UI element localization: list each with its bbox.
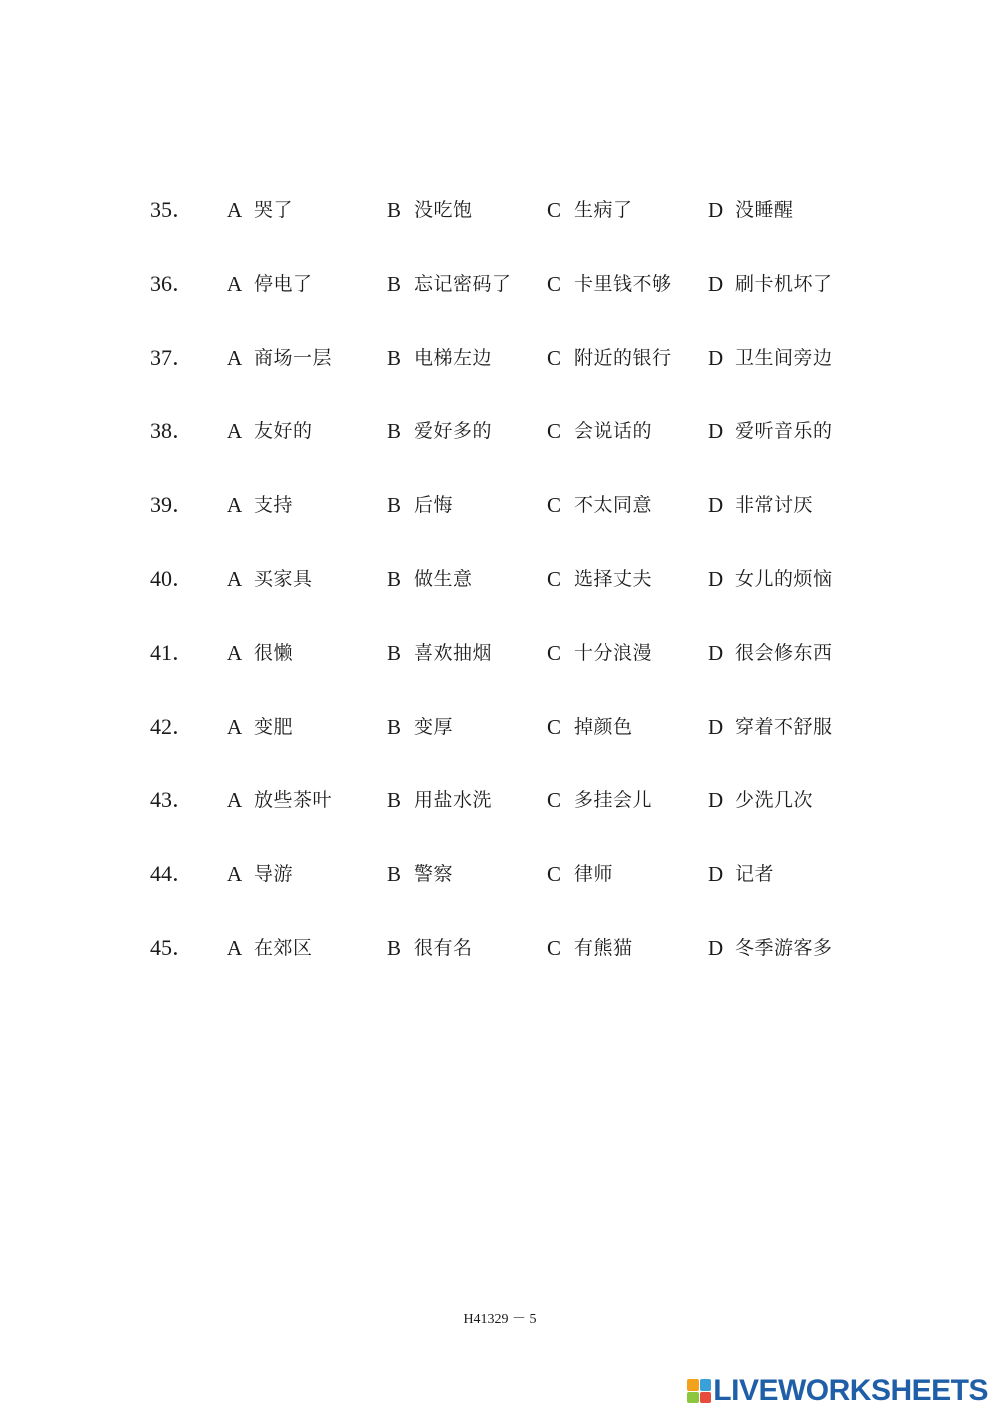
option-letter: A: [227, 641, 243, 665]
option-letter: B: [387, 198, 402, 222]
option-letter: C: [547, 715, 562, 739]
option-text: 忘记密码了: [414, 273, 512, 295]
option-text: 非常讨厌: [735, 494, 814, 516]
option-letter: C: [547, 493, 562, 517]
option-letter: C: [547, 862, 562, 886]
option-text: 选择丈夫: [574, 568, 653, 590]
option-letter: C: [547, 346, 562, 370]
question-number: 35．: [150, 197, 195, 222]
option-text: 律师: [574, 863, 614, 885]
question-row: [0, 928, 1000, 968]
option-letter: D: [708, 715, 724, 739]
option-letter: C: [547, 198, 562, 222]
question-number: 42．: [150, 714, 195, 739]
option-letter: B: [387, 272, 402, 296]
question-number: 39．: [150, 492, 195, 517]
option-letter: B: [387, 493, 402, 517]
option-text: 生病了: [574, 199, 633, 221]
option-text: 少洗几次: [735, 789, 814, 811]
liveworksheets-logo-icon: [687, 1379, 711, 1403]
option-letter: A: [227, 419, 243, 443]
option-letter: D: [708, 788, 724, 812]
option-letter: C: [547, 419, 562, 443]
option-text: 电梯左边: [414, 347, 493, 369]
question-row: [0, 707, 1000, 747]
logo-tile-3: [687, 1392, 699, 1404]
question-number: 45．: [150, 935, 195, 960]
option-letter: B: [387, 715, 402, 739]
option-text: 用盐水洗: [414, 789, 493, 811]
question-row: [0, 854, 1000, 894]
option-text: 后悔: [414, 494, 454, 516]
question-row: [0, 559, 1000, 599]
option-text: 支持: [254, 494, 294, 516]
question-row: [0, 485, 1000, 525]
option-letter: D: [708, 936, 724, 960]
question-number: 43．: [150, 787, 195, 812]
question-row: [0, 264, 1000, 304]
option-text: 友好的: [254, 420, 313, 442]
option-letter: A: [227, 715, 243, 739]
option-letter: D: [708, 567, 724, 591]
option-letter: C: [547, 788, 562, 812]
option-text: 有熊猫: [574, 937, 633, 959]
option-text: 在郊区: [254, 937, 313, 959]
option-letter: B: [387, 419, 402, 443]
option-letter: A: [227, 567, 243, 591]
option-text: 会说话的: [574, 420, 653, 442]
option-text: 变肥: [254, 716, 294, 738]
option-text: 哭了: [254, 199, 294, 221]
option-text: 穿着不舒服: [735, 716, 833, 738]
question-number: 41．: [150, 640, 195, 665]
question-row: [0, 411, 1000, 451]
option-text: 卡里钱不够: [574, 273, 672, 295]
option-letter: A: [227, 346, 243, 370]
option-text: 很懒: [254, 642, 294, 664]
option-text: 放些茶叶: [254, 789, 333, 811]
option-text: 变厚: [414, 716, 454, 738]
option-letter: D: [708, 272, 724, 296]
question-number: 36．: [150, 271, 195, 296]
question-row: [0, 190, 1000, 230]
option-letter: B: [387, 567, 402, 591]
option-letter: A: [227, 936, 243, 960]
option-letter: B: [387, 788, 402, 812]
option-letter: C: [547, 641, 562, 665]
option-letter: A: [227, 788, 243, 812]
option-letter: C: [547, 272, 562, 296]
option-text: 爱好多的: [414, 420, 493, 442]
question-row: [0, 633, 1000, 673]
option-text: 没吃饱: [414, 199, 473, 221]
option-text: 很有名: [414, 937, 473, 959]
liveworksheets-watermark: [687, 1374, 988, 1408]
option-text: 不太同意: [574, 494, 653, 516]
option-text: 刷卡机坏了: [735, 273, 833, 295]
page-footer-code: H41329 － 5: [463, 1312, 537, 1327]
option-letter: A: [227, 198, 243, 222]
option-text: 导游: [254, 863, 294, 885]
logo-tile-2: [700, 1379, 712, 1391]
option-text: 记者: [735, 863, 775, 885]
option-letter: C: [547, 567, 562, 591]
option-letter: D: [708, 862, 724, 886]
logo-tile-4: [700, 1392, 712, 1404]
option-text: 很会修东西: [735, 642, 833, 664]
option-letter: B: [387, 641, 402, 665]
option-text: 十分浪漫: [574, 642, 653, 664]
option-letter: D: [708, 493, 724, 517]
question-row: [0, 338, 1000, 378]
option-text: 多挂会儿: [574, 789, 653, 811]
option-letter: B: [387, 936, 402, 960]
option-letter: A: [227, 862, 243, 886]
option-text: 附近的银行: [574, 347, 672, 369]
option-text: 警察: [414, 863, 454, 885]
question-number: 44．: [150, 861, 195, 886]
option-text: 女儿的烦恼: [735, 568, 833, 590]
option-letter: D: [708, 346, 724, 370]
option-letter: A: [227, 272, 243, 296]
question-number: 38．: [150, 418, 195, 443]
option-letter: C: [547, 936, 562, 960]
option-text: 没睡醒: [735, 199, 794, 221]
option-letter: B: [387, 862, 402, 886]
option-letter: B: [387, 346, 402, 370]
option-text: 买家具: [254, 568, 313, 590]
option-letter: A: [227, 493, 243, 517]
option-text: 卫生间旁边: [735, 347, 833, 369]
option-text: 爱听音乐的: [735, 420, 833, 442]
option-text: 商场一层: [254, 347, 333, 369]
option-text: 做生意: [414, 568, 473, 590]
option-letter: D: [708, 198, 724, 222]
option-text: 冬季游客多: [735, 937, 833, 959]
option-text: 停电了: [254, 273, 313, 295]
logo-tile-1: [687, 1379, 699, 1391]
question-number: 37．: [150, 345, 195, 370]
watermark-brand-text: LIVEWORKSHEETS: [713, 1374, 988, 1407]
question-number: 40．: [150, 566, 195, 591]
option-text: 掉颜色: [574, 716, 633, 738]
option-letter: D: [708, 419, 724, 443]
question-row: [0, 780, 1000, 820]
option-letter: D: [708, 641, 724, 665]
option-text: 喜欢抽烟: [414, 642, 493, 664]
